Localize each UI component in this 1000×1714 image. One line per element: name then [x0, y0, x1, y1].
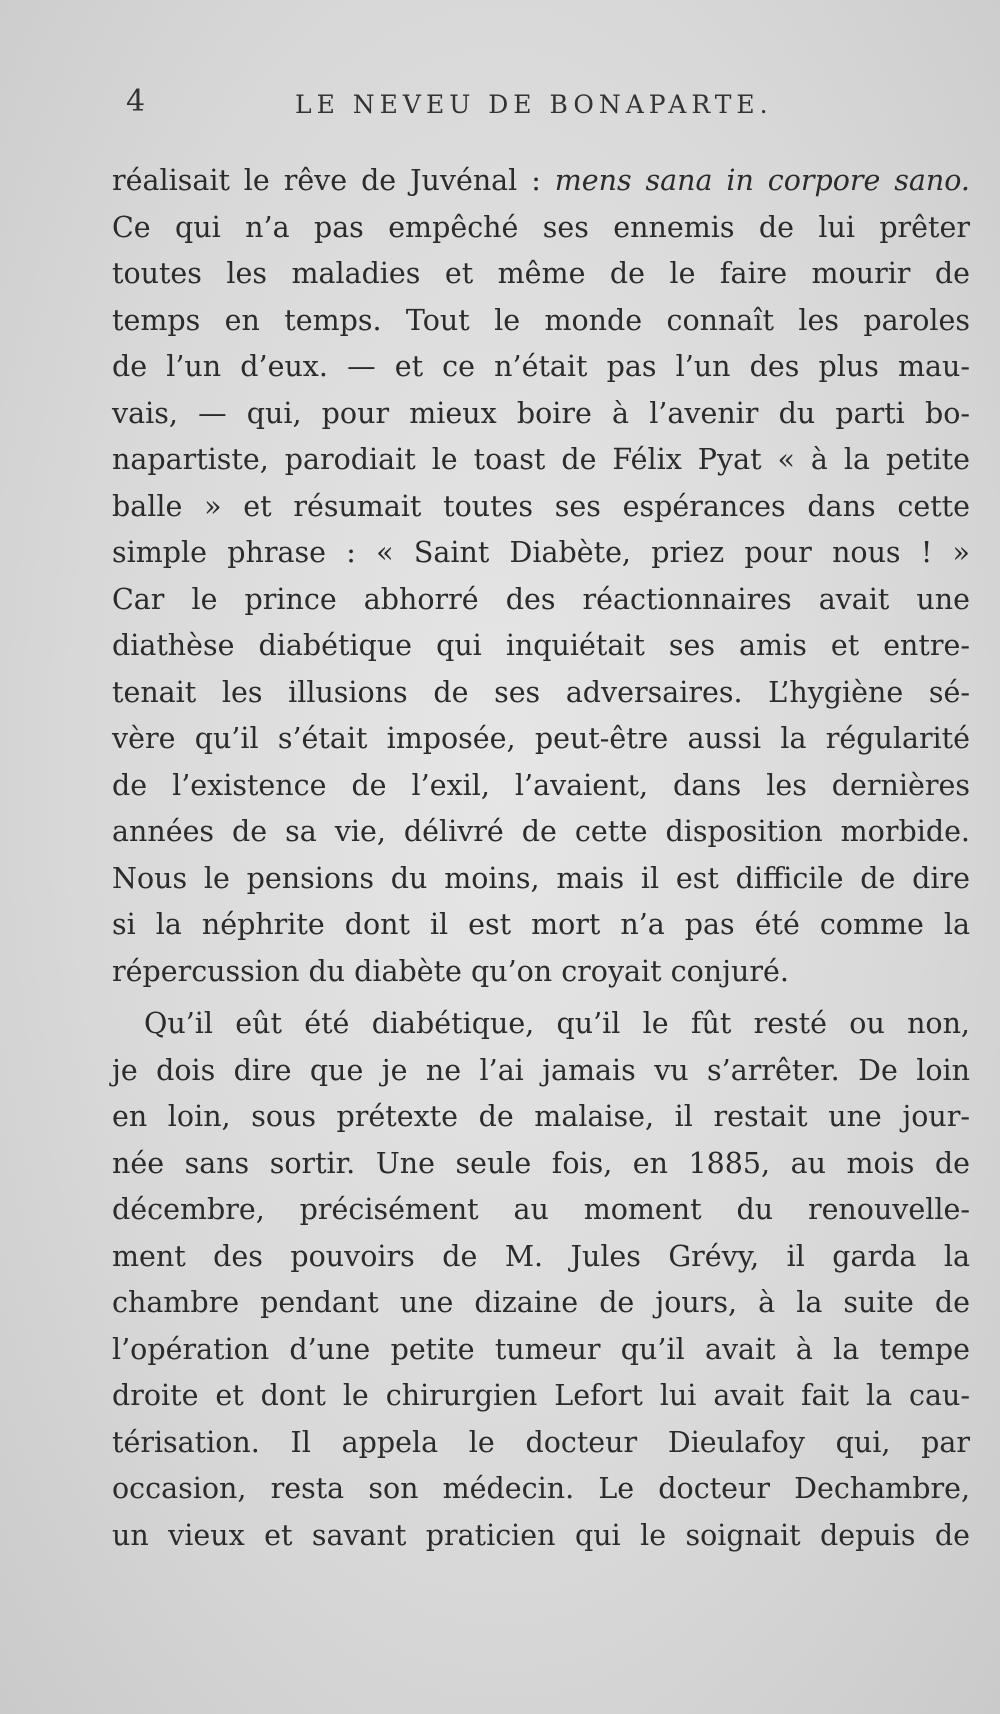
- text-line: balle » et résumait toutes ses espérances dans cette: [112, 489, 970, 523]
- text-line: simple phrase : « Saint Diabète, priez pour nous ! »: [112, 536, 970, 569]
- text-line: de l’existence de l’exil, l’avaient, dans les dernières: [112, 768, 970, 802]
- text-line: temps en temps. Tout le monde connaît les paroles: [112, 303, 970, 337]
- text-line: droite et dont le chirurgien Lefort lui avait fait la cau-: [112, 1379, 970, 1412]
- text-line: années de sa vie, délivré de cette disposition morbide.: [112, 815, 970, 848]
- text-line: térisation. Il appela le docteur Dieulafoy qui, par: [112, 1425, 970, 1459]
- page-number: 4: [126, 84, 146, 119]
- running-head: [118, 84, 968, 134]
- text-line: l’opération d’une petite tumeur qu’il avait à la tempe: [112, 1332, 970, 1366]
- body-text: [112, 158, 970, 1559]
- text-line: réalisait le rêve de Juvénal : mens sana in corpore sano.: [112, 164, 970, 197]
- text-line: décembre, précisément au moment du renouvelle-: [112, 1193, 970, 1226]
- text-line: occasion, resta son médecin. Le docteur Dechambre,: [112, 1472, 970, 1505]
- running-title: LE NEVEU DE BONAPARTE.: [295, 90, 773, 119]
- text-line: ment des pouvoirs de M. Jules Grévy, il garda la: [112, 1239, 970, 1273]
- text-line: Qu’il eût été diabétique, qu’il le fût resté ou non,: [144, 1007, 970, 1040]
- text-line: je dois dire que je ne l’ai jamais vu s’arrêter. De loin: [112, 1053, 970, 1087]
- text-line: vais, — qui, pour mieux boire à l’avenir du parti bo-: [112, 396, 970, 430]
- text-line: vère qu’il s’était imposée, peut-être aussi la régularité: [112, 722, 970, 755]
- text-line: un vieux et savant praticien qui le soignait depuis de: [112, 1518, 970, 1552]
- text-line: de l’un d’eux. — et ce n’était pas l’un des plus mau-: [112, 350, 970, 383]
- text-line: chambre pendant une dizaine de jours, à la suite de: [112, 1286, 970, 1319]
- text-line: née sans sortir. Une seule fois, en 1885, au mois de: [112, 1146, 970, 1180]
- text-line: Ce qui n’a pas empêché ses ennemis de lui prêter: [112, 210, 970, 244]
- text-line: en loin, sous prétexte de malaise, il restait une jour-: [112, 1100, 970, 1133]
- text-line: diathèse diabétique qui inquiétait ses amis et entre-: [112, 629, 970, 662]
- text-line: napartiste, parodiait le toast de Félix Pyat « à la petite: [112, 443, 970, 476]
- text-line: toutes les maladies et même de le faire mourir de: [112, 257, 970, 290]
- latin-quotation: mens sana in corpore sano.: [554, 164, 970, 197]
- text-line: si la néphrite dont il est mort n’a pas été comme la: [112, 908, 970, 941]
- text-line: Nous le pensions du moins, mais il est difficile de dire: [112, 861, 970, 895]
- text-line: Car le prince abhorré des réactionnaires avait une: [112, 582, 970, 616]
- text-line: répercussion du diabète qu’on croyait conjuré.: [112, 954, 789, 988]
- text-line: tenait les illusions de ses adversaires. L’hygiène sé-: [112, 675, 970, 709]
